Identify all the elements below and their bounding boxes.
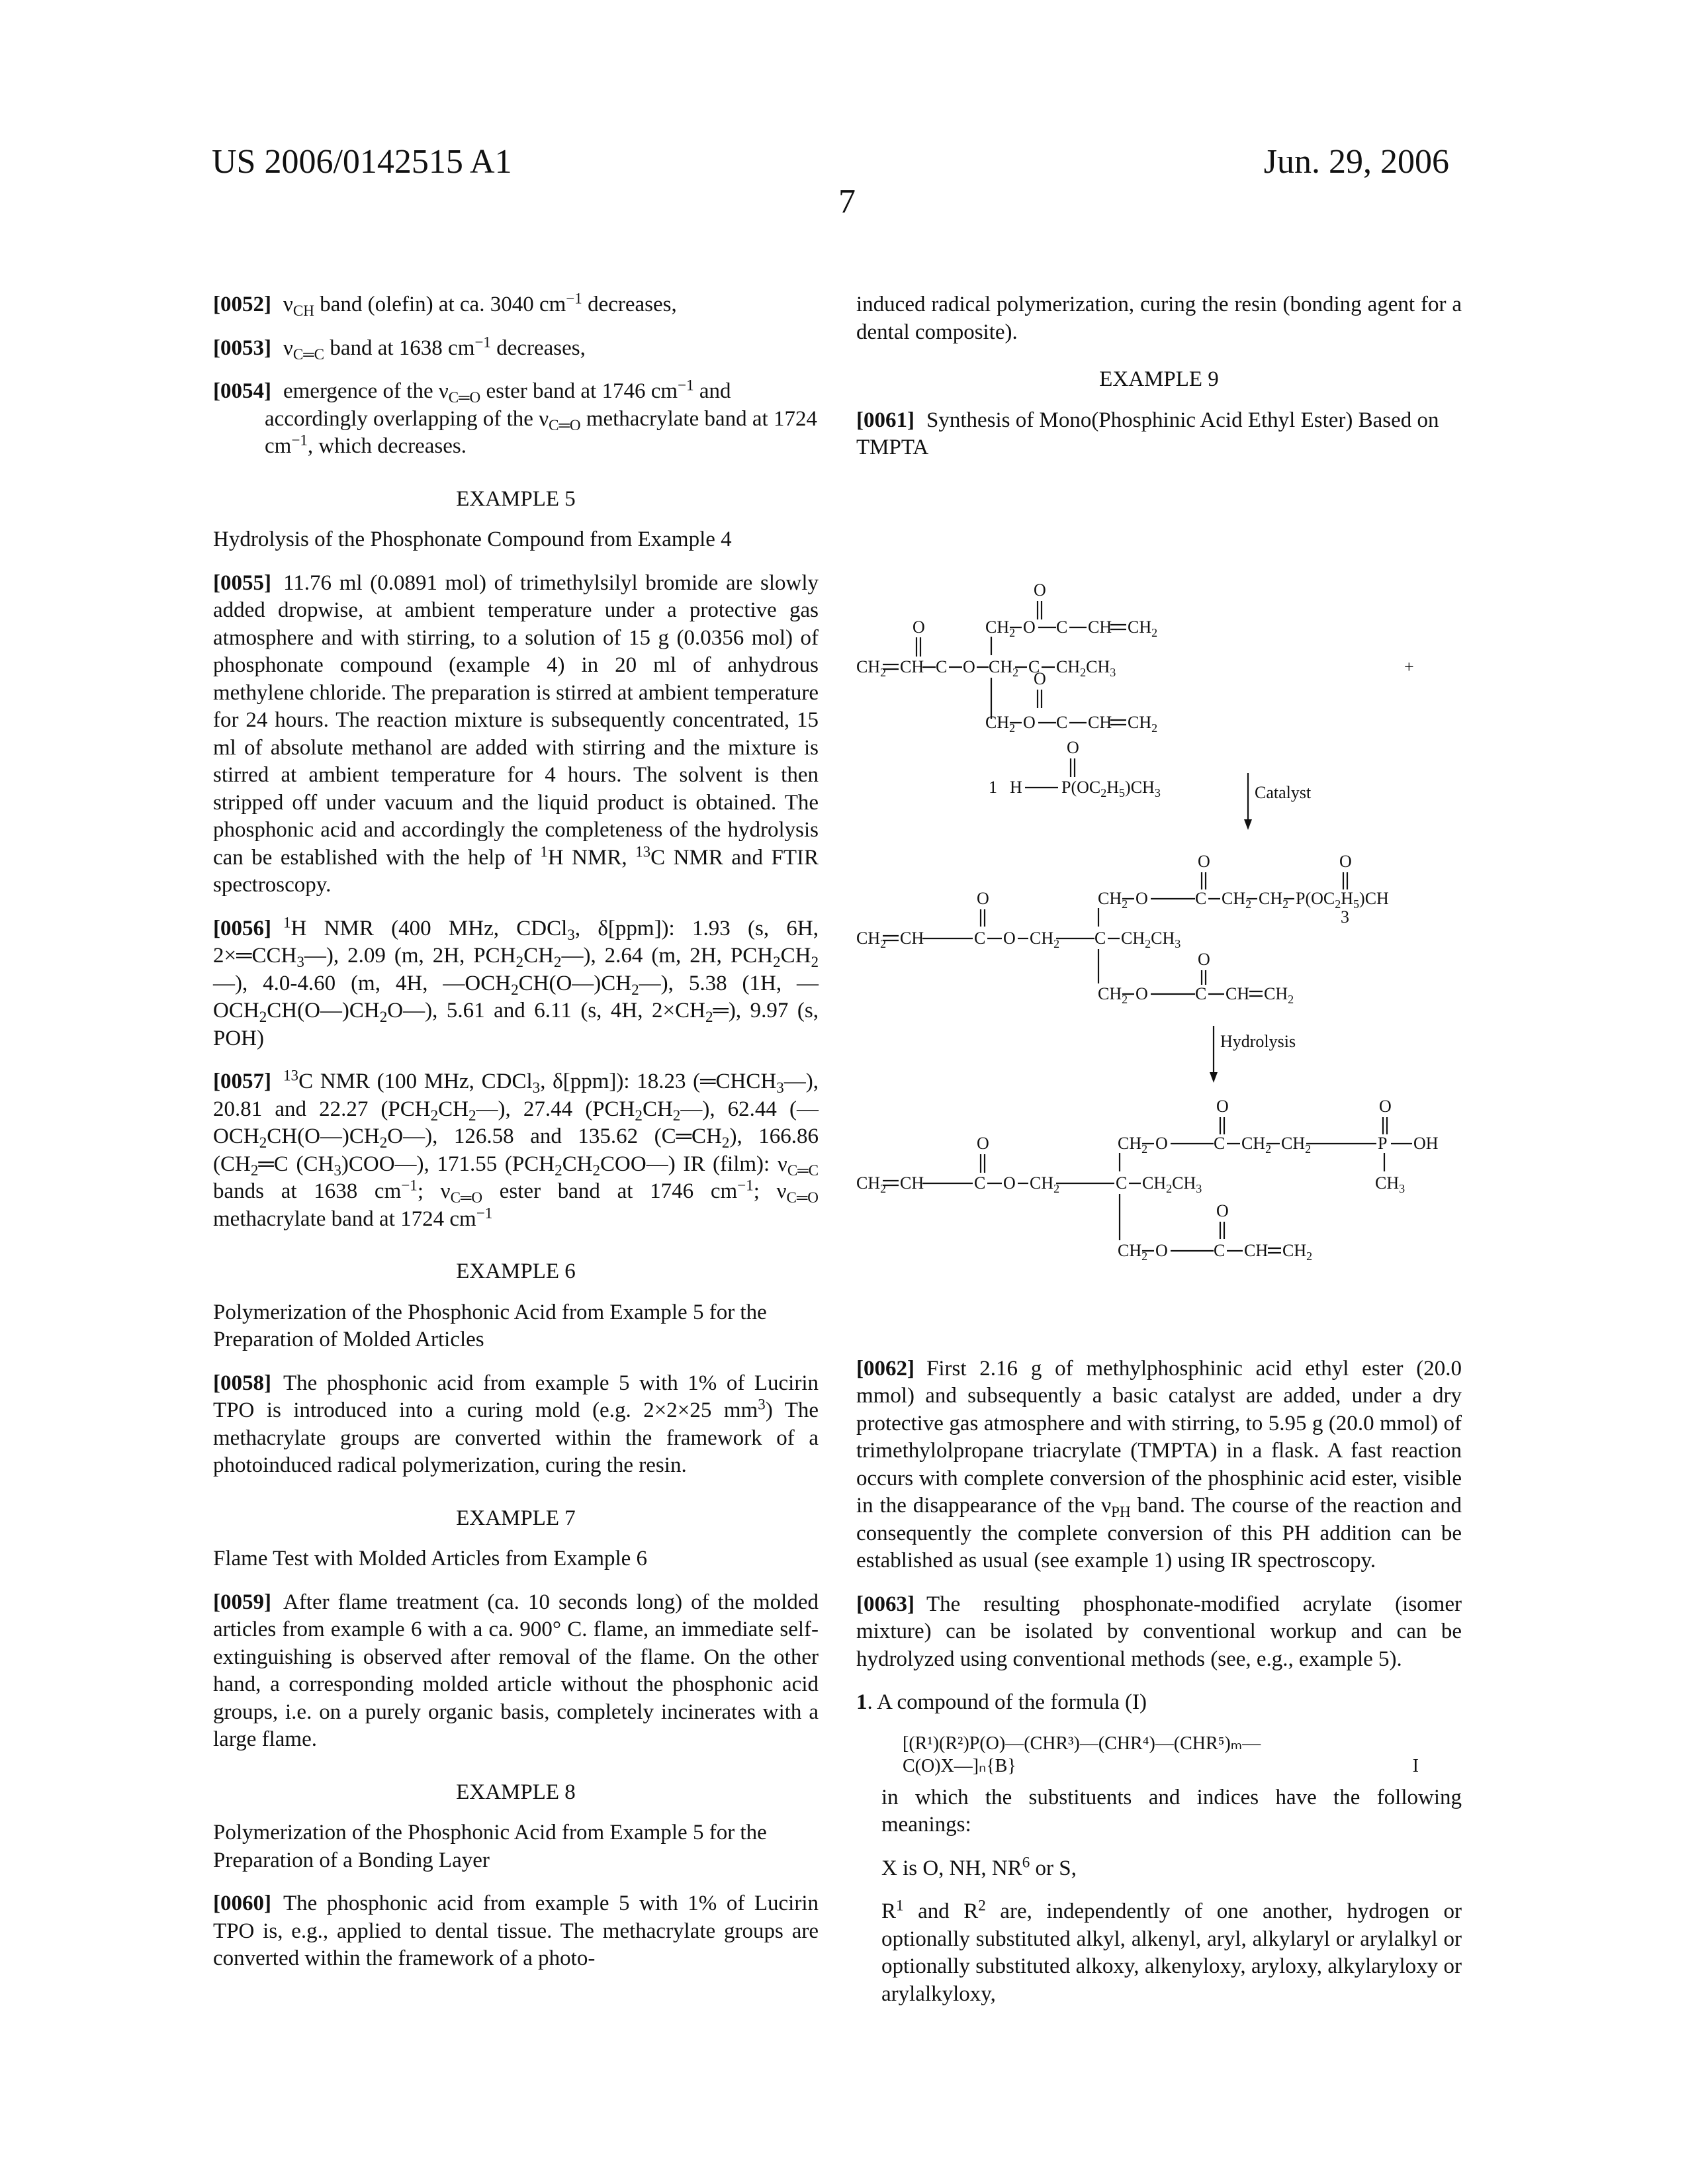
paragraph-0058: [0058] The phosphonic acid from example 5 with 1% of Lucirin TPO is introduced into a curing mold (e.g. 2×2×25 mm3) The methacrylate groups are converted within the framework of a photoinduced radical polymerization, curing the resin. <box>213 1370 819 1480</box>
svg-text:CH2: CH2 <box>985 713 1015 735</box>
paragraph-0060: [0060] The phosphonic acid from example 5 with 1% of Lucirin TPO is, e.g., applied to dental tissue. The methacrylate groups are converted within the framework of a photo- <box>213 1890 819 1973</box>
svg-text:O: O <box>1136 984 1148 1003</box>
o-atom: O <box>1034 580 1046 600</box>
example-6-title: EXAMPLE 6 <box>213 1258 819 1286</box>
paragraph-0061: [0061] Synthesis of Mono(Phosphinic Acid Ethyl Ester) Based on TMPTA <box>856 407 1462 462</box>
svg-text:C: C <box>1056 713 1067 732</box>
svg-text:CH: CH <box>1088 713 1112 732</box>
svg-text:CH2: CH2 <box>1118 1134 1147 1156</box>
svg-text:CH2: CH2 <box>1281 1134 1311 1156</box>
svg-text:CH2: CH2 <box>1128 713 1157 735</box>
svg-text:O: O <box>1379 1097 1392 1116</box>
svg-text:CH3: CH3 <box>1375 1173 1405 1195</box>
intermediate-phosphinate <box>856 852 1389 1006</box>
svg-text:C: C <box>1028 657 1040 676</box>
svg-text:C: C <box>1056 617 1067 637</box>
svg-text:C: C <box>936 657 947 676</box>
svg-text:3: 3 <box>1341 907 1349 927</box>
svg-text:CH: CH <box>900 1173 924 1193</box>
paragraph-0059: [0059] After flame treatment (ca. 10 seconds long) of the molded articles from example 6 with a ca. 900° C. flame, an immediate self-extinguishing is observed after removal of the flame. On the other hand, a corresponding molded article without the phosphonic acid groups, i.e. on a purely organic basis, completely incinerates with a large flame. <box>213 1589 819 1754</box>
svg-text:CH2: CH2 <box>989 657 1018 679</box>
svg-text:P(OC2H5)CH3: P(OC2H5)CH3 <box>1061 778 1161 799</box>
plus-sign: + <box>1404 657 1414 676</box>
svg-text:C: C <box>974 1173 985 1193</box>
svg-text:CH2: CH2 <box>1030 929 1059 950</box>
svg-text:O: O <box>1155 1241 1168 1260</box>
example-8-title: EXAMPLE 8 <box>213 1779 819 1807</box>
example-8-subtitle: Polymerization of the Phosphonic Acid from Example 5 for the Preparation of a Bonding Layer <box>213 1819 819 1874</box>
paragraph-0054: [0054] emergence of the νC═O ester band at 1746 cm−1 and accordingly overlapping of the νC═O methacrylate band at 1724 cm−1, which decreases. <box>213 378 819 461</box>
example-7-subtitle: Flame Test with Molded Articles from Example 6 <box>213 1545 819 1573</box>
example-5-subtitle: Hydrolysis of the Phosphonate Compound from Example 4 <box>213 526 819 554</box>
svg-text:1: 1 <box>989 778 997 797</box>
svg-text:CH2: CH2 <box>856 929 886 950</box>
publication-date: Jun. 29, 2006 <box>1264 142 1449 181</box>
svg-text:CH2: CH2 <box>1098 889 1128 911</box>
svg-text:CH2CH3: CH2CH3 <box>1121 929 1181 950</box>
svg-text:C: C <box>1195 889 1206 908</box>
svg-text:O: O <box>1003 1173 1016 1193</box>
svg-text:O: O <box>1067 738 1079 757</box>
svg-text:CH2: CH2 <box>1264 984 1294 1006</box>
definition-x: X is O, NH, NR6 or S, <box>856 1855 1462 1883</box>
publication-number: US 2006/0142515 A1 <box>212 142 512 181</box>
svg-text:CH2: CH2 <box>1128 617 1157 639</box>
svg-text:Hydrolysis: Hydrolysis <box>1220 1032 1296 1051</box>
svg-text:CH2CH3: CH2CH3 <box>1056 657 1116 679</box>
svg-text:CH2: CH2 <box>1030 1173 1059 1195</box>
svg-text:P(OC2H5)CH: P(OC2H5)CH <box>1296 889 1389 911</box>
svg-text:CH: CH <box>1244 1241 1268 1260</box>
product-phosphinic-acid <box>856 1097 1439 1263</box>
paragraph-0052: [0052] νCH band (olefin) at ca. 3040 cm−1 decreases, <box>213 291 819 319</box>
paragraph-0060-continued: induced radical polymerization, curing the resin (bonding agent for a dental composite). <box>856 291 1462 346</box>
svg-text:CH2CH3: CH2CH3 <box>1142 1173 1202 1195</box>
svg-text:CH2: CH2 <box>856 657 886 679</box>
catalyst-arrow <box>1244 773 1312 830</box>
svg-text:O: O <box>1198 950 1210 969</box>
svg-text:CH: CH <box>1226 984 1249 1003</box>
paragraph-0057: [0057] 13C NMR (100 MHz, CDCl3, δ[ppm]): 18.23 (═CHCH3—), 20.81 and 22.27 (PCH2CH2—), 27.44 (PCH2CH2—), 62.44 (—OCH2CH(O—)CH2O—), 126.58 and 135.62 (C═CH2), 166.86 (CH2═C (CH3)COO—), 171.55 (PCH2CH2COO—) IR (film): νC═C bands at 1638 cm−1; νC═O ester band at 1746 cm−1; νC═O methacrylate band at 1724 cm−1 <box>213 1068 819 1233</box>
svg-text:CH2: CH2 <box>1098 984 1128 1006</box>
svg-text:CH2: CH2 <box>1118 1241 1147 1263</box>
svg-text:O: O <box>1003 929 1016 948</box>
example-9-title: EXAMPLE 9 <box>856 366 1462 394</box>
reaction-scheme <box>856 482 1462 1448</box>
svg-text:H: H <box>1010 778 1022 797</box>
paragraph-0055: [0055] 11.76 ml (0.0891 mol) of trimethylsilyl bromide are slowly added dropwise, at ambient temperature under a protective gas atmosphere and with stirring, to a solution of 15 g (0.0356 mol) of phosphonate compound (example 4) in 20 ml of anhydrous methylene chloride. The preparation is stirred at ambient temperature for 24 hours. The reaction mixture is subsequently concentrated, 15 ml of absolute methanol are added with stirring and the mixture is stirred at ambient temperature for 4 hours. The solvent is then stripped off under vacuum and the liquid product is obtained. The phosphonic acid and accordingly the completeness of the hydrolysis can be established with the help of 1H NMR, 13C NMR and FTIR spectroscopy. <box>213 570 819 899</box>
paragraph-0056: [0056] 1H NMR (400 MHz, CDCl3, δ[ppm]): 1.93 (s, 6H, 2×═CCH3—), 2.09 (m, 2H, PCH2CH2—), 2.64 (m, 2H, PCH2CH2—), 4.0-4.60 (m, 4H, —OCH2CH(O—)CH2—), 5.38 (1H, —OCH2CH(O—)CH2O—), 5.61 and 6.11 (s, 4H, 2×CH2═), 9.97 (s, POH) <box>213 915 819 1053</box>
svg-text:CH2: CH2 <box>1241 1134 1271 1156</box>
svg-text:C: C <box>974 929 985 948</box>
svg-text:C: C <box>1214 1241 1225 1260</box>
right-column <box>856 291 1462 2024</box>
hydrolysis-arrow <box>1210 1026 1296 1083</box>
svg-text:C: C <box>1094 929 1106 948</box>
svg-text:O: O <box>1034 669 1046 688</box>
svg-text:O: O <box>1023 713 1036 732</box>
svg-text:Catalyst: Catalyst <box>1255 783 1312 802</box>
svg-text:O: O <box>1155 1134 1168 1153</box>
svg-text:CH: CH <box>900 657 924 676</box>
svg-text:CH: CH <box>900 929 924 948</box>
svg-text:C: C <box>1195 984 1206 1003</box>
svg-text:CH: CH <box>1088 617 1112 637</box>
svg-text:O: O <box>977 1134 989 1153</box>
svg-text:CH2: CH2 <box>1282 1241 1312 1263</box>
reagent-methylphosphinic-ester <box>989 738 1161 799</box>
claim-1: 1. A compound of the formula (I) <box>856 1689 1462 1717</box>
svg-text:O: O <box>1136 889 1148 908</box>
svg-text:O: O <box>1216 1201 1229 1220</box>
page-number: 7 <box>0 182 1694 221</box>
svg-text:O: O <box>963 657 975 676</box>
reactant-tmpta <box>856 580 1414 735</box>
svg-text:C: C <box>1214 1134 1225 1153</box>
paragraph-0062: [0062] First 2.16 g of methylphosphinic acid ethyl ester (20.0 mmol) and subsequently a basic catalyst are added, under a dry protective gas atmosphere and with stirring, to 5.95 g (20.0 mmol) of trimethylolpropane triacrylate (TMPTA) in a flask. A fast reaction occurs with complete conversion of the phosphinic acid ester, visible in the disappearance of the νPH band. The course of the reaction and consequently the complete conversion of this PH addition can be established as usual (see example 1) using IR spectroscopy. <box>856 1355 1462 1575</box>
svg-text:O: O <box>913 617 925 637</box>
example-5-title: EXAMPLE 5 <box>213 486 819 514</box>
example-7-title: EXAMPLE 7 <box>213 1505 819 1533</box>
svg-text:O: O <box>1216 1097 1229 1116</box>
svg-text:CH2: CH2 <box>1222 889 1251 911</box>
svg-text:O: O <box>1339 852 1352 871</box>
svg-text:O: O <box>977 889 989 908</box>
definition-r1-r2: R1 and R2 are, independently of one another, hydrogen or optionally substituted alkyl, alkenyl, aryl, alkylaryl or arylalkyl or optionally substituted alkoxy, alkenyloxy, aryloxy, alkylaryloxy or arylalkyloxy, <box>856 1898 1462 2008</box>
example-6-subtitle: Polymerization of the Phosphonic Acid from Example 5 for the Preparation of Molded Articles <box>213 1299 819 1354</box>
svg-text:CH2: CH2 <box>1259 889 1288 911</box>
svg-text:CH2: CH2 <box>856 1173 886 1195</box>
formula-i: [(R¹)(R²)P(O)—(CHR³)—(CHR⁴)—(CHR⁵)ₘ— C(O)X—]ₙ{B} I <box>903 1733 1419 1778</box>
svg-text:C: C <box>1116 1173 1127 1193</box>
paragraph-0053: [0053] νC═C band at 1638 cm−1 decreases, <box>213 335 819 363</box>
formula-label: I <box>1413 1755 1419 1778</box>
paragraph-0063: [0063] The resulting phosphonate-modified acrylate (isomer mixture) can be isolated by conventional workup and can be hydrolyzed using conventional methods (see, e.g., example 5). <box>856 1591 1462 1674</box>
left-column <box>213 291 819 1989</box>
svg-text:O: O <box>1198 852 1210 871</box>
claim-text: in which the substituents and indices have the following meanings: <box>856 1784 1462 1839</box>
svg-text:OH: OH <box>1413 1134 1439 1153</box>
svg-text:CH2: CH2 <box>985 617 1015 639</box>
svg-text:O: O <box>1023 617 1036 637</box>
svg-text:P: P <box>1378 1134 1387 1153</box>
